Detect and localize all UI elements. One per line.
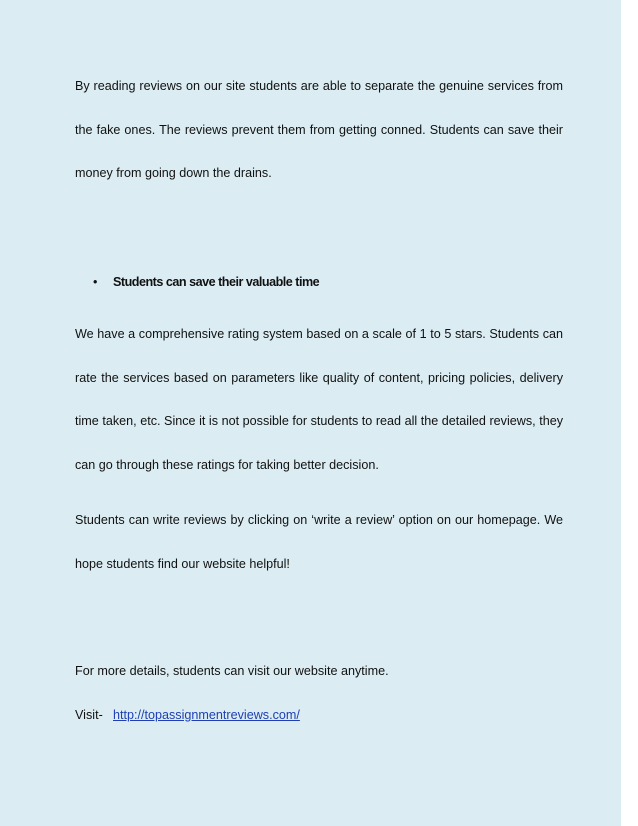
bullet-heading: [93, 272, 319, 292]
bullet-marker: •: [93, 275, 97, 289]
website-link[interactable]: http://topassignmentreviews.com/: [113, 708, 300, 722]
paragraph-genuine-services: By reading reviews on our site students are able to separate the genuine services from the fake ones. The reviews prevent them from getting conned. Students can save their money from going down the drains.: [75, 79, 563, 180]
visit-label: Visit-: [75, 708, 103, 722]
paragraph-more-details: For more details, students can visit our website anytime.: [75, 664, 389, 678]
visit-line: [75, 705, 300, 725]
bullet-heading-text: Students can save their valuable time: [113, 275, 320, 289]
paragraph-write-review: Students can write reviews by clicking on ‘write a review’ option on our homepage. We hope students find our website helpful!: [75, 513, 563, 571]
paragraph-rating-system: We have a comprehensive rating system based on a scale of 1 to 5 stars. Students can rate the services based on parameters like quality of content, pricing policies, delivery time taken, etc. Since it is not possible for students to read all the detailed reviews, they can go through these ratings for taking better decision.: [75, 327, 563, 472]
